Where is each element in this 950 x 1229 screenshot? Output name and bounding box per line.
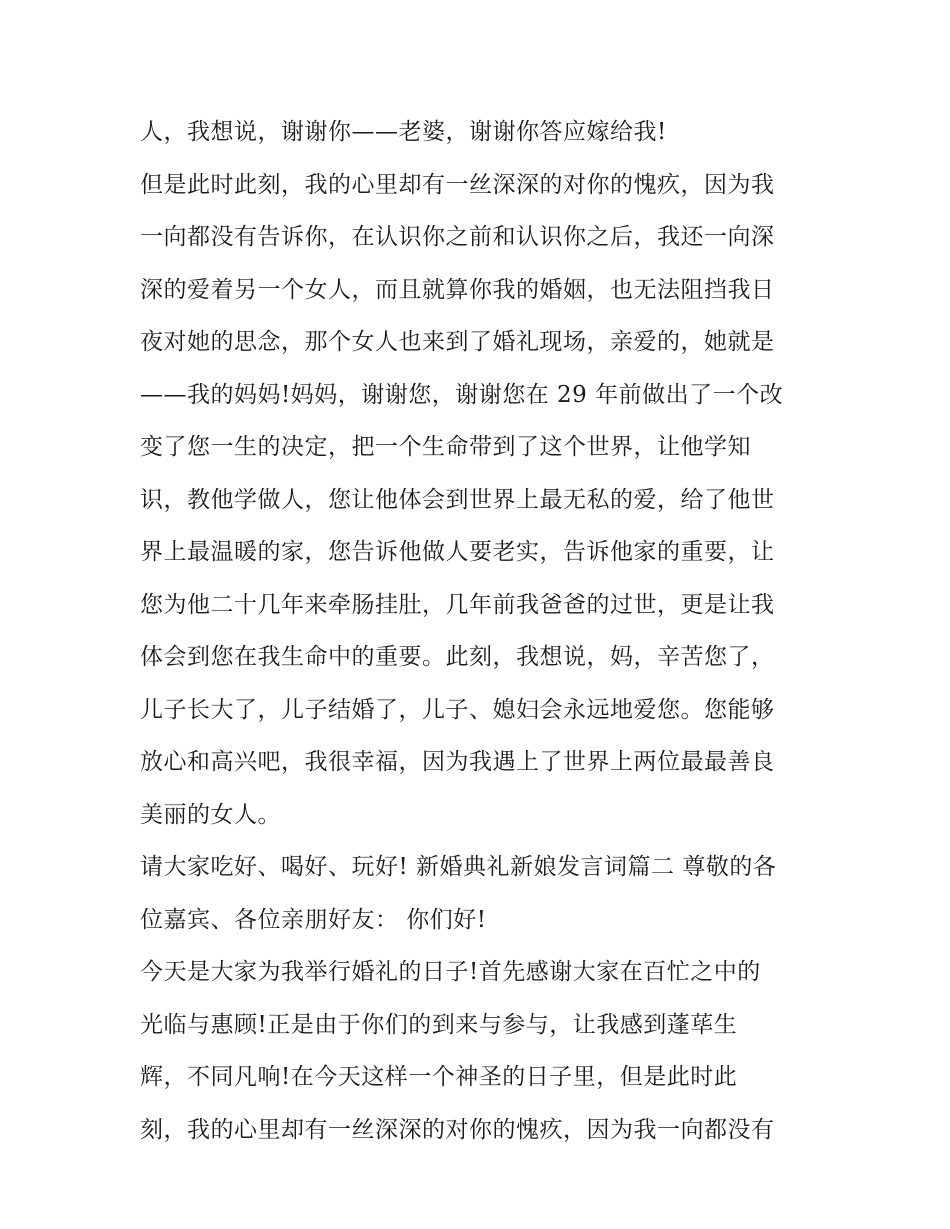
text-line: 人，我想说，谢谢你——老婆，谢谢你答应嫁给我! (140, 119, 667, 145)
text-line: 界上最温暖的家，您告诉他做人要老实，告诉他家的重要，让 (140, 539, 775, 565)
text-line: 请大家吃好、喝好、玩好! 新婚典礼新娘发言词篇二 尊敬的各 (140, 854, 777, 880)
text-line: ——我的妈妈!妈妈，谢谢您，谢谢您在 29 年前做出了一个改 (140, 381, 784, 408)
text-line: 今天是大家为我举行婚礼的日子!首先感谢大家在百忙之中的 (140, 959, 761, 985)
text-line: 您为他二十几年来牵肠挂肚，几年前我爸爸的过世，更是让我 (140, 591, 775, 618)
text-line: 一向都没有告诉你，在认识你之前和认识你之后，我还一向深 (140, 224, 775, 250)
text-line: 深的爱着另一个女人，而且就算你我的婚姻，也无法阻挡我日 (140, 276, 775, 303)
text-line: 位嘉宾、各位亲朋好友： 你们好! (140, 906, 487, 933)
text-line: 变了您一生的决定，把一个生命带到了这个世界，让他学知 (140, 434, 751, 460)
text-line: 体会到您在我生命中的重要。此刻，我想说，妈，辛苦您了， (140, 644, 775, 670)
text-line: 识，教他学做人，您让他体会到世界上最无私的爱，给了他世 (140, 486, 775, 513)
text-line: 儿子长大了，儿子结婚了，儿子、媳妇会永远地爱您。您能够 (140, 696, 775, 723)
text-line: 刻，我的心里却有一丝深深的对你的愧疚，因为我一向都没有 (140, 1116, 775, 1143)
text-line: 放心和高兴吧，我很幸福，因为我遇上了世界上两位最最善良 (140, 749, 775, 775)
text-line: 美丽的女人。 (140, 801, 281, 828)
text-line: 夜对她的思念，那个女人也来到了婚礼现场，亲爱的，她就是 (140, 329, 775, 355)
text-line: 但是此时此刻，我的心里却有一丝深深的对你的愧疚，因为我 (140, 171, 775, 198)
document-body (140, 110, 820, 1160)
text-line: 光临与惠顾!正是由于你们的到来与参与，让我感到蓬荜生 (140, 1011, 738, 1038)
text-line: 辉，不同凡响!在今天这样一个神圣的日子里，但是此时此 (140, 1064, 738, 1090)
